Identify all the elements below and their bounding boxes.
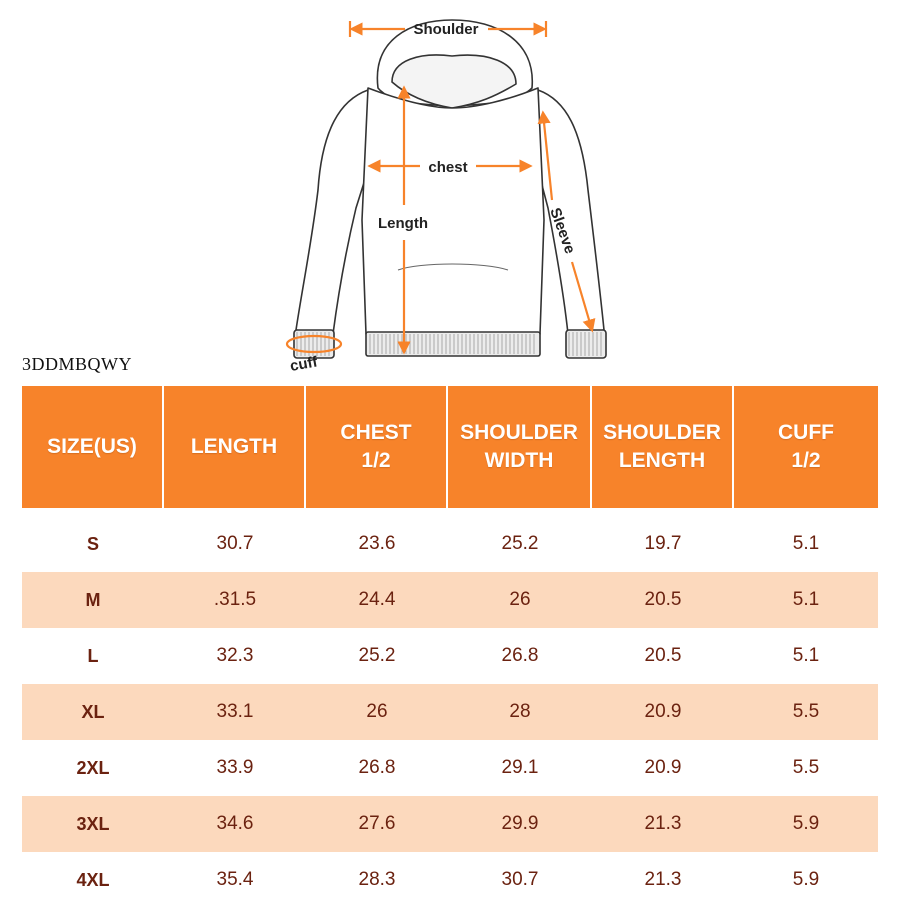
table-cell-length: .31.5 xyxy=(164,572,306,628)
column-header-line: CHEST xyxy=(340,421,412,444)
table-cell-size: L xyxy=(87,645,99,666)
column-header-shoulder-length xyxy=(592,386,734,508)
column-header-line: LENGTH xyxy=(190,435,278,458)
table-row xyxy=(22,628,878,684)
column-header-shoulder-width xyxy=(448,386,592,508)
shoulder-label: Shoulder xyxy=(413,21,479,38)
column-header-length xyxy=(164,386,306,508)
table-cell-cuff-half: 5.5 xyxy=(792,757,820,778)
size-chart-table xyxy=(22,386,878,908)
table-cell-chest-half: 28.3 xyxy=(358,869,396,890)
table-cell-shoulder-length: 20.5 xyxy=(644,645,682,666)
hoodie-outline xyxy=(294,20,606,358)
table-cell-shoulder-width: 26.8 xyxy=(501,645,539,666)
table-cell-chest-half: 25.2 xyxy=(358,645,396,666)
column-header-line: LENGTH xyxy=(618,449,706,472)
table-cell-cuff-half: 5.1 xyxy=(792,533,820,554)
table-cell-size: 4XL xyxy=(76,869,110,890)
table-cell-chest-half: 27.6 xyxy=(306,796,448,852)
table-cell-size: 3XL xyxy=(22,796,164,852)
table-cell-chest-half: 24.4 xyxy=(306,572,448,628)
hoodie-measurement-diagram xyxy=(0,0,900,385)
column-header-line: 1/2 xyxy=(791,449,821,472)
table-cell-shoulder-length: 21.3 xyxy=(592,796,734,852)
column-header-size xyxy=(22,386,164,508)
table-cell-shoulder-length: 19.7 xyxy=(644,533,682,554)
table-cell-length: 34.6 xyxy=(164,796,306,852)
table-cell-shoulder-width: 25.2 xyxy=(501,533,539,554)
table-cell-size: 2XL xyxy=(76,757,110,778)
table-cell-length: 35.4 xyxy=(216,869,254,890)
table-cell-length: 33.9 xyxy=(216,757,254,778)
table-cell-cuff-half: 5.9 xyxy=(734,796,878,852)
cuff-label: cuff xyxy=(288,353,319,375)
table-cell-shoulder-width: 29.1 xyxy=(501,757,539,778)
table-cell-length: 33.1 xyxy=(164,684,306,740)
table-row xyxy=(22,740,878,796)
table-cell-chest-half: 26 xyxy=(306,684,448,740)
table-cell-size: S xyxy=(86,533,99,554)
sleeve-label: Sleeve xyxy=(546,205,579,257)
size-chart-body xyxy=(22,508,878,908)
table-cell-shoulder-width: 30.7 xyxy=(501,869,539,890)
column-header-line: 1/2 xyxy=(361,449,391,472)
table-cell-cuff-half: 5.5 xyxy=(734,684,878,740)
table-cell-shoulder-width: 28 xyxy=(448,684,592,740)
table-cell-chest-half: 23.6 xyxy=(358,533,396,554)
table-cell-shoulder-length: 20.9 xyxy=(592,684,734,740)
spacer-cell xyxy=(22,508,878,516)
table-cell-shoulder-length: 21.3 xyxy=(644,869,682,890)
table-cell-cuff-half: 5.9 xyxy=(792,869,820,890)
column-header-chest-half xyxy=(306,386,448,508)
table-row xyxy=(22,684,878,740)
table-cell-shoulder-length: 20.9 xyxy=(644,757,682,778)
chest-label: chest xyxy=(428,159,468,176)
column-header-line: CUFF xyxy=(778,421,834,444)
table-cell-length: 30.7 xyxy=(216,533,254,554)
header-row xyxy=(22,386,878,508)
product-code: 3DDMBQWY xyxy=(22,354,132,374)
table-cell-shoulder-length: 20.5 xyxy=(592,572,734,628)
left-sleeve xyxy=(296,90,368,334)
header-spacer xyxy=(22,508,878,516)
size-chart-header xyxy=(22,386,878,508)
table-cell-shoulder-width: 29.9 xyxy=(448,796,592,852)
table-cell-cuff-half: 5.1 xyxy=(792,645,820,666)
column-header-line: SHOULDER xyxy=(460,421,578,444)
table-cell-length: 32.3 xyxy=(216,645,254,666)
table-cell-size: XL xyxy=(22,684,164,740)
table-row xyxy=(22,572,878,628)
column-header-line: SHOULDER xyxy=(603,421,721,444)
length-label: Length xyxy=(378,215,428,232)
body-shape xyxy=(362,88,544,334)
column-header-line: SIZE(US) xyxy=(47,435,137,458)
table-cell-shoulder-width: 26 xyxy=(448,572,592,628)
table-row xyxy=(22,516,878,572)
column-header-line: WIDTH xyxy=(484,449,554,472)
column-header-cuff-half xyxy=(734,386,878,508)
table-cell-size: M xyxy=(22,572,164,628)
table-row xyxy=(22,796,878,852)
table-cell-chest-half: 26.8 xyxy=(358,757,396,778)
table-cell-cuff-half: 5.1 xyxy=(734,572,878,628)
right-cuff-band xyxy=(566,330,606,358)
